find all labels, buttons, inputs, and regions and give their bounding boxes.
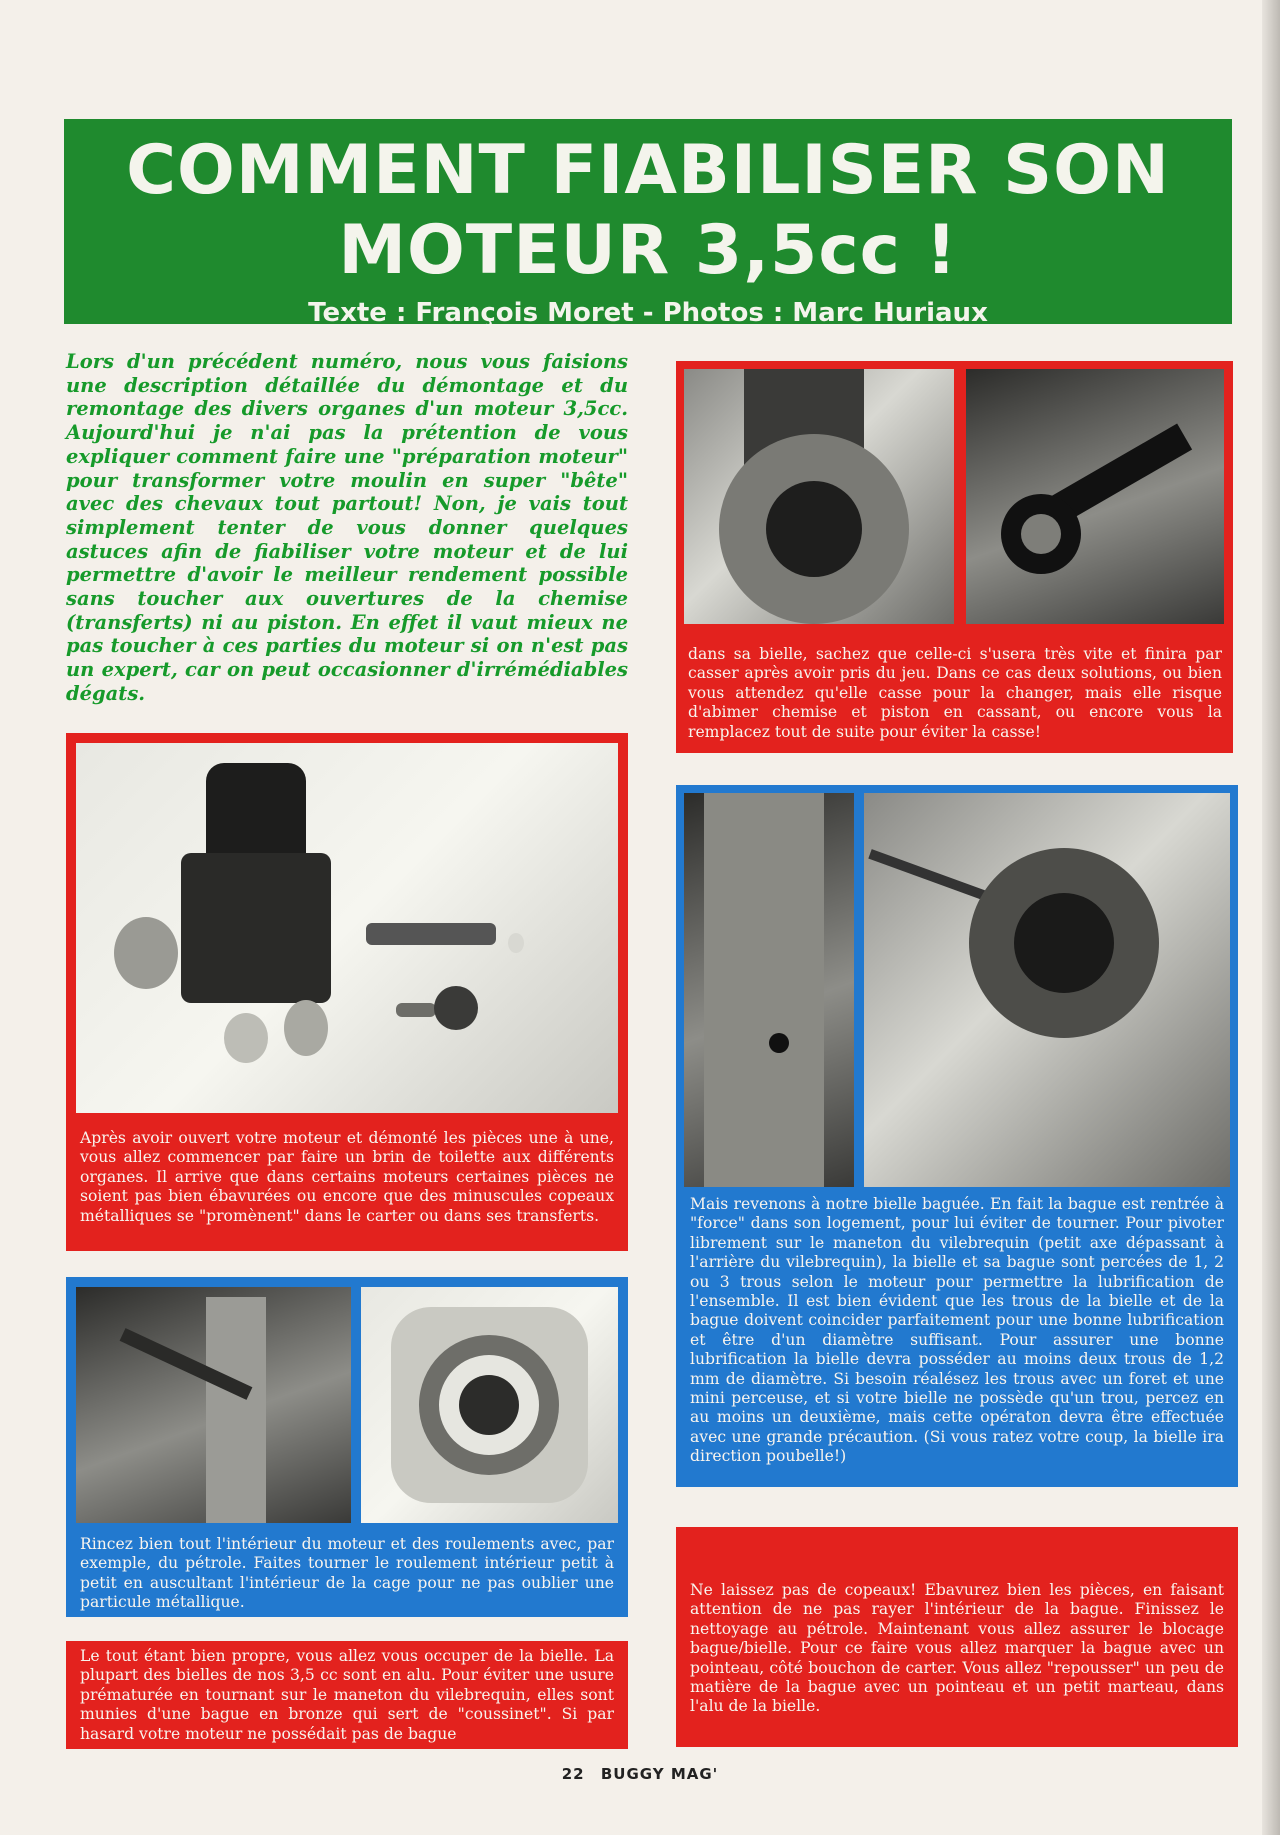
page-footer <box>0 1765 1280 1783</box>
intro-paragraph: Lors d'un précédent numéro, nous vous faisions une description détaillée du démontage et du remontage des divers organes d'un moteur 3,5cc. Aujourd'hui je n'ai pas la prétention de vous expliquer comment faire une "préparation moteur" pour transformer votre moulin en super "bête" avec des chevaux tout partout! Non, je vais tout simplement tenter de vous donner quelques astuces afin de fiabiliser votre moteur et de lui permettre d'avoir le meilleur rendement possible sans toucher aux ouvertures de la chemise (transferts) ni au piston. En effet il vaut mieux ne pas toucher à ces parties du moteur si on n'est pas un expert, car on peut occasionner d'irrémédiables dégats. <box>66 350 628 705</box>
copeaux-caption: Ne laissez pas de copeaux! Ebavurez bien les pièces, en faisant attention de ne pas rayer l'intérieur de la bague. Finissez le nettoyage au pétrole. Maintenant vous allez assurer le blocage bague/bielle. Pour ce faire vous allez marquer la bague avec un pointeau, côté bouchon de carter. Vous allez "repousser" un peu de matière de la bague avec un pointeau et un petit marteau, dans l'alu de la bielle. <box>690 1581 1224 1716</box>
bielle-closeup-photo <box>684 369 954 624</box>
crankcase-bearing-photo <box>361 1287 618 1523</box>
rinse-photo-frame <box>66 1277 628 1617</box>
bielle-photo-frame <box>676 361 1233 753</box>
bague-caption: Mais revenons à notre bielle baguée. En fait la bague est rentrée à "force" dans son logement, pour lui éviter de tourner. Pour pivoter librement sur le maneton du vilebrequin (petit axe dépassant à l'arrière du vilebrequin), la bielle et sa bague sont percées de 1, 2 ou 3 trous selon le moteur pour permettre la lubrification de l'ensemble. Il est bien évident que les trous de la bielle et de la bague doivent coincider parfaitement pour une bonne lubrification et être d'un diamètre suffisant. Pour assurer une bonne lubrification la bielle devra posséder au moins deux trous de 1,2 mm de diamètre. Si besoin réalésez les trous avec un foret et une mini perceuse, et si votre bielle ne possède qu'un trou, percez en au moins un deuxième, mais cette opératon devra être effectuée avec une grande précaution. (Si vous ratez votre coup, la bielle ira direction poubelle!) <box>690 1195 1224 1466</box>
title-banner <box>64 119 1232 328</box>
page-number: 22 <box>561 1765 585 1783</box>
page-edge <box>1262 0 1280 1835</box>
drilling-bielle-photo <box>864 793 1230 1187</box>
magazine-name: BUGGY MAG' <box>600 1765 719 1783</box>
bielle-drill-hole-photo <box>684 793 854 1187</box>
parts-photo-frame <box>66 733 628 1251</box>
rinse-caption: Rincez bien tout l'intérieur du moteur et des roulements avec, par exemple, du pétrole. Faites tourner le roulement intérieur petit à petit en auscultant l'intérieur de la cage pour ne pas oublier une particule métallique. <box>80 1535 614 1612</box>
byline: Texte : François Moret - Photos : Marc Huriaux <box>308 298 988 328</box>
engine-parts-photo <box>76 743 618 1113</box>
title-line-2: MOTEUR 3,5cc ! <box>338 211 958 290</box>
copeaux-box <box>676 1527 1238 1747</box>
bague-photo-frame <box>676 785 1238 1487</box>
bielle-intro-box <box>66 1641 628 1749</box>
bielle-intro-caption: Le tout étant bien propre, vous allez vous occuper de la bielle. La plupart des bielles de nos 3,5 cc sont en alu. Pour éviter une usure prématurée en tournant sur le maneton du vilebrequin, elles sont munies d'une bague en bronze qui sert de "coussinet". Si par hasard votre moteur ne possédait pas de bague <box>80 1647 614 1743</box>
bearing-rinse-photo <box>76 1287 351 1523</box>
title-line-1: COMMENT FIABILISER SON <box>126 131 1170 210</box>
bielle-cont-caption: dans sa bielle, sachez que celle-ci s'usera très vite et finira par casser après avoir pris du jeu. Dans ce cas deux solutions, ou bien vous attendez qu'elle casse pour la changer, mais elle risque d'abimer chemise et piston en cassant, ou encore vous la remplacez tout de suite pour éviter la casse! <box>688 645 1222 741</box>
parts-caption: Après avoir ouvert votre moteur et démonté les pièces une à une, vous allez commencer par faire un brin de toilette aux différents organes. Il arrive que dans certains moteurs certaines pièces ne soient pas bien ébavurées ou encore que des minuscules copeaux métalliques se "promènent" dans le carter ou dans ses transferts. <box>80 1129 614 1225</box>
bielle-full-photo <box>966 369 1224 624</box>
